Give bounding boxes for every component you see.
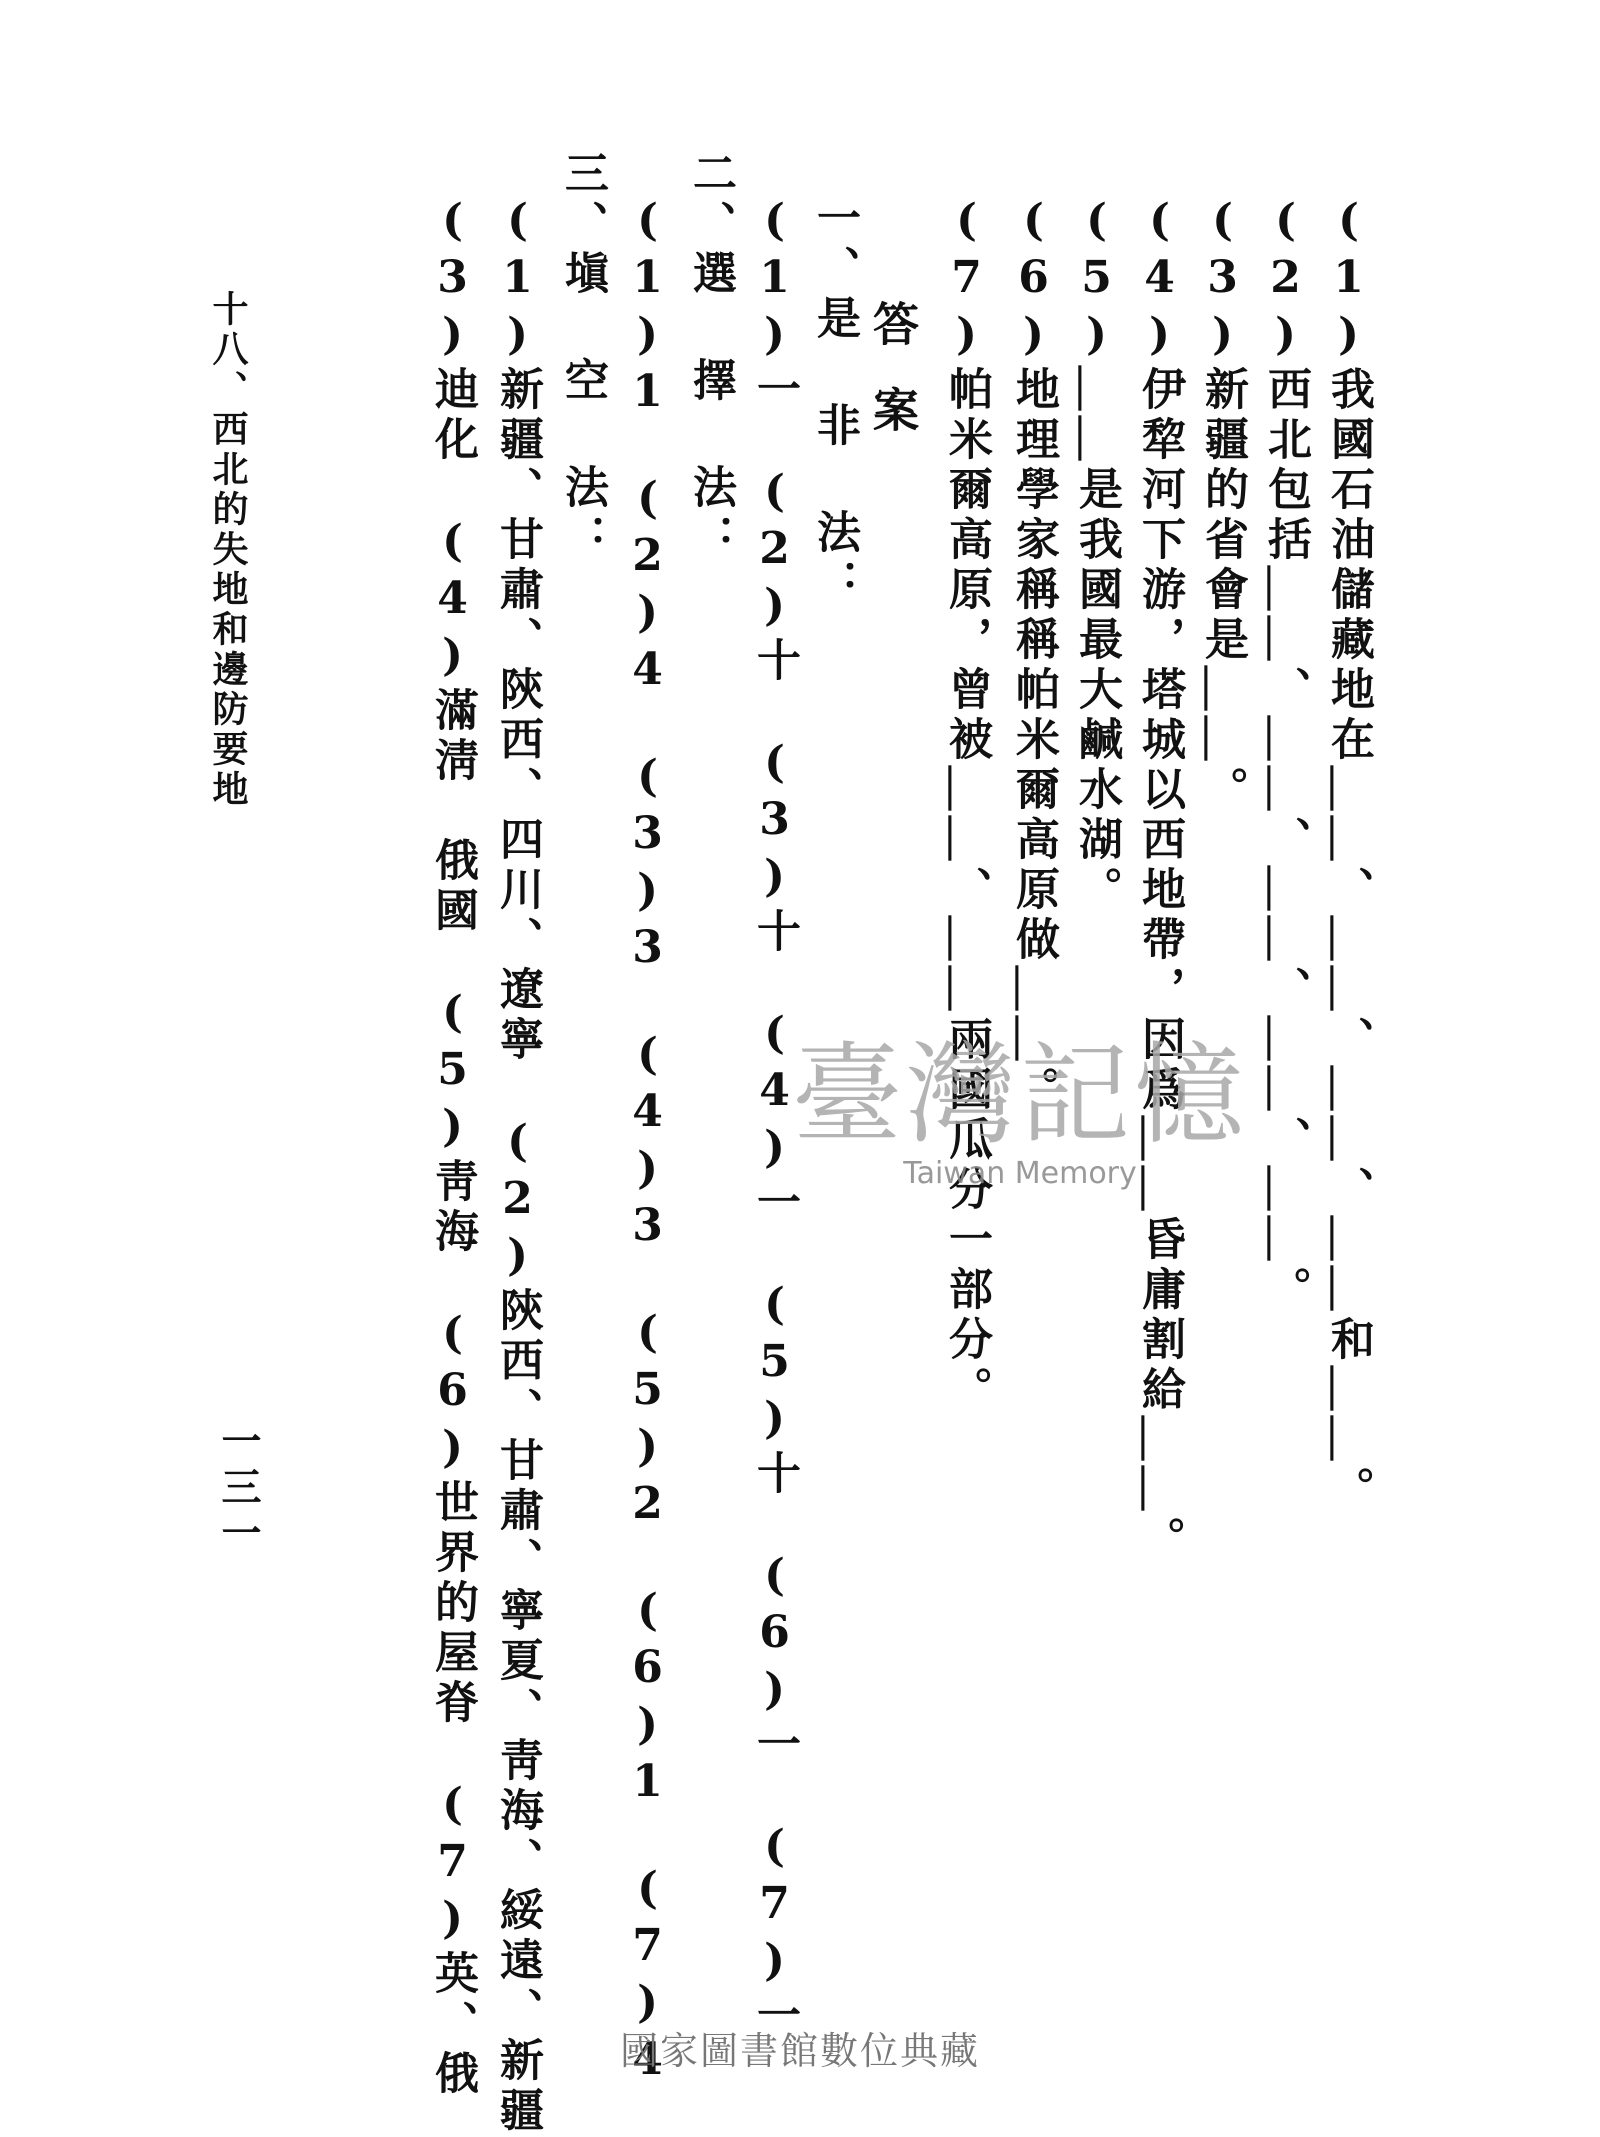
question-6: (6)地理學家稱稱帕米爾高原做＿＿。 [1008,195,1059,1116]
question-7: (7)帕米爾高原，曾被＿＿、＿＿兩國瓜分一部分。 [941,195,992,1416]
fill-in-label: 三、塡 空 法： [557,150,608,564]
question-2: (2)西北包括＿＿、＿＿、＿＿、＿＿、＿＿。 [1260,195,1311,1316]
choice-label: 二、選 擇 法： [685,150,736,564]
library-footer: 國家圖書館數位典藏 [619,2029,980,2073]
watermark-english: Taiwan Memory [903,1156,1137,1191]
choice-answers: (1)1 (2)4 (3)3 (4)3 (5)2 (6)1 (7)4 [622,195,673,2091]
fill-in-answers-line2: (3)迪化 (4)滿淸 俄國 (5)靑海 (6)世界的屋脊 (7)英、俄 [427,195,478,2100]
true-false-answers: (1)一 (2)十 (3)十 (4)一 (5)十 (6)一 (7)一 [749,195,800,2042]
question-3: (3)新疆的省會是＿＿。 [1197,195,1248,816]
answer-heading: 答案 [866,300,920,472]
fill-in-answers-line1: (1)新疆、甘肅、陝西、四川、遼寧 (2)陝西、甘肅、寧夏、靑海、綏遠、新疆 [492,195,543,2137]
running-head: 十八、西北的失地和邊防要地 [207,290,249,810]
question-4: (4)伊犂河下游，塔城以西地帶，因爲＿＿昏庸割給＿＿。 [1134,195,1185,1566]
question-1: (1)我國石油儲藏地在＿＿、＿＿、＿＿、＿＿和＿＿。 [1323,195,1374,1516]
question-5: (5)＿＿是我國最大鹹水湖。 [1071,195,1122,916]
page-number: 一三一 [215,1420,262,1558]
watermark-chinese: 臺灣記憶 [792,1031,1248,1159]
true-false-label: 一、是 非 法： [809,195,860,609]
taiwan-memory-watermark [790,1031,1250,1191]
